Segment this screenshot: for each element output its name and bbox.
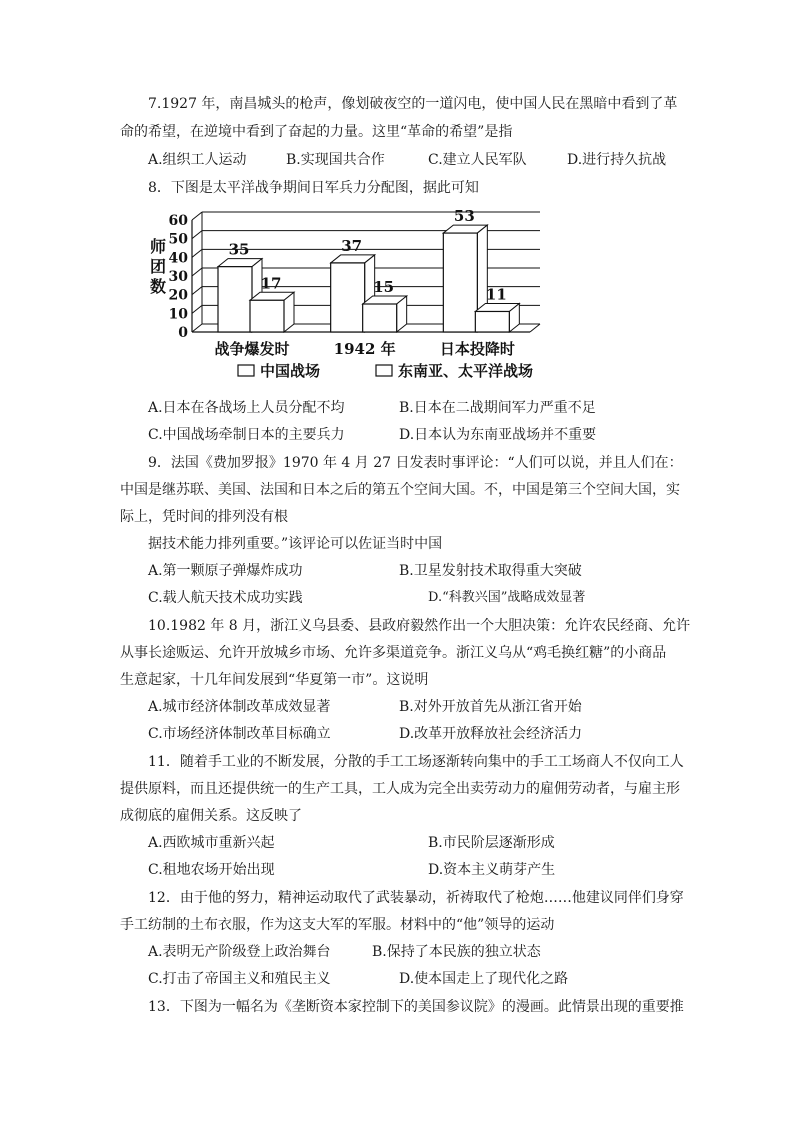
data-label: 53 [453,207,475,226]
q11-option-a: A.西欧城市重新兴起 [148,835,275,851]
y-tick-label: 40 [168,250,188,267]
q10-stem-line-2: 从事长途贩运、允许开放城乡市场、允许多渠道竞争。浙江义乌从“鸡毛换红糖”的小商品 [120,645,667,661]
q11-stem-line-2: 提供原料，而且还提供统一的生产工具，工人成为完全出卖劳动力的雇佣劳动者，与雇主形 [120,781,680,797]
q12-stem-line-1: 12．由于他的努力，精神运动取代了武装暴动，祈祷取代了枪炮……他建议同伴们身穿 [148,890,684,906]
data-label: 37 [341,236,363,255]
bar-china [331,263,365,332]
bar-pacific [363,304,397,332]
q10-option-c: C.市场经济体制改革目标确立 [148,726,331,742]
x-tick-label: 1942 年 [333,340,396,358]
q12-stem-line-2: 手工纺制的土布衣服，作为这支大军的军服。材料中的“他”领导的运动 [120,917,555,933]
q8-option-d: D.日本认为东南亚战场并不重要 [399,427,597,443]
data-label: 17 [260,274,282,293]
grid-slant-0 [192,324,202,332]
bar-pacific [250,300,284,332]
bar-pacific [475,311,509,332]
grid-slant-1 [192,305,202,313]
y-tick-label: 50 [168,231,188,248]
q8-option-c: C.中国战场牵制日本的主要兵力 [148,427,345,443]
q9-option-b: B.卫星发射技术取得重大突破 [399,563,582,579]
grid-slant-4 [192,249,202,257]
q11-option-c: C.租地农场开始出现 [148,862,275,878]
q12-option-c: C.打击了帝国主义和殖民主义 [148,971,331,987]
data-label: 15 [373,278,395,296]
q11-option-b: B.市民阶层逐渐形成 [428,835,555,851]
q9-stem-line-1: 9．法国《费加罗报》1970 年 4 月 27 日发表时事评论：“人们可以说，并且人们在： [148,455,683,471]
q10-stem-line-3: 生意起家，十几年间发展到“华夏第一市”。这说明 [120,672,429,688]
q12-option-d: D.使本国走上了现代化之路 [399,971,569,987]
q8-option-a: A.日本在各战场上人员分配不均 [148,400,345,416]
y-tick-label: 60 [168,213,188,229]
legend-label: 中国战场 [260,362,321,380]
y-tick-label: 30 [168,269,188,285]
q10-stem-line-1: 10.1982 年 8 月，浙江义乌县委、县政府毅然作出一个大胆决策：允许农民经商、允许 [148,618,691,634]
y-tick-label: 20 [168,287,188,304]
q11-stem-line-1: 11．随着手工业的不断发展，分散的手工工场逐渐转向集中的手工工场商人不仅向工人 [148,754,684,770]
q7-option-c: C.建立人民军队 [428,152,527,168]
grid-slant-2 [192,287,202,295]
q9-stem-line-4: 据技术能力排列重要。”该评论可以佐证当时中国 [148,536,443,552]
q8-stem: 8．下图是太平洋战争期间日军兵力分配图，据此可知 [148,180,479,196]
floor-edge [530,324,540,332]
q12-option-a: A.表明无产阶级登上政治舞台 [148,944,331,960]
q7-option-d: D.进行持久抗战 [567,152,667,168]
y-axis-label-char: 数 [149,277,167,296]
data-label: 35 [228,240,250,259]
legend-swatch [376,365,392,376]
q9-option-a: A.第一颗原子弹爆炸成功 [148,563,303,579]
q7-option-b: B.实现国共合作 [286,152,385,168]
y-tick-label: 10 [168,306,188,323]
q7-option-a: A.组织工人运动 [148,152,247,168]
q10-option-d: D.改革开放释放社会经济活力 [399,726,583,742]
bar-china [443,233,477,332]
q9-option-d: D.“科教兴国”战略成效显著 [428,590,586,605]
q9-stem-line-3: 际上，凭时间的排列没有根 [120,509,288,525]
q13-stem-line-1: 13．下图为一幅名为《垄断资本家控制下的美国参议院》的漫画。此情景出现的重要推 [148,999,684,1015]
q10-option-a: A.城市经济体制改革成效显著 [148,699,331,715]
y-axis-label-char: 团 [149,257,167,276]
q9-option-c: C.载人航天技术成功实践 [148,590,303,606]
grid-slant-5 [192,231,202,239]
q12-option-b: B.保持了本民族的独立状态 [372,944,541,960]
y-axis-label-char: 师 [149,237,167,256]
x-tick-label: 战争爆发时 [214,340,290,358]
q10-option-b: B.对外开放首先从浙江省开始 [399,699,582,715]
grid-slant-6 [192,212,202,220]
legend-swatch [238,365,254,376]
q11-option-d: D.资本主义萌芽产生 [428,862,556,878]
q7-stem-line-1: 7.1927 年，南昌城头的枪声，像划破夜空的一道闪电，使中国人民在黑暗中看到了革 [148,96,678,112]
q9-stem-line-2: 中国是继苏联、美国、法国和日本之后的第五个空间大国。不，中国是第三个空间大国，实 [120,482,680,498]
q7-stem-line-2: 命的希望，在逆境中看到了奋起的力量。这里“革命的希望”是指 [120,124,513,140]
x-tick-label: 日本投降时 [439,340,515,358]
y-tick-label: 0 [178,325,188,341]
data-label: 11 [485,285,507,304]
grid-slant-3 [192,268,202,276]
q8-option-b: B.日本在二战期间军力严重不足 [399,400,596,416]
q11-stem-line-3: 成彻底的雇佣关系。这反映了 [120,808,302,824]
legend-label: 东南亚、太平洋战场 [398,362,534,380]
troop-distribution-chart [148,206,548,392]
bar-china [218,267,252,332]
